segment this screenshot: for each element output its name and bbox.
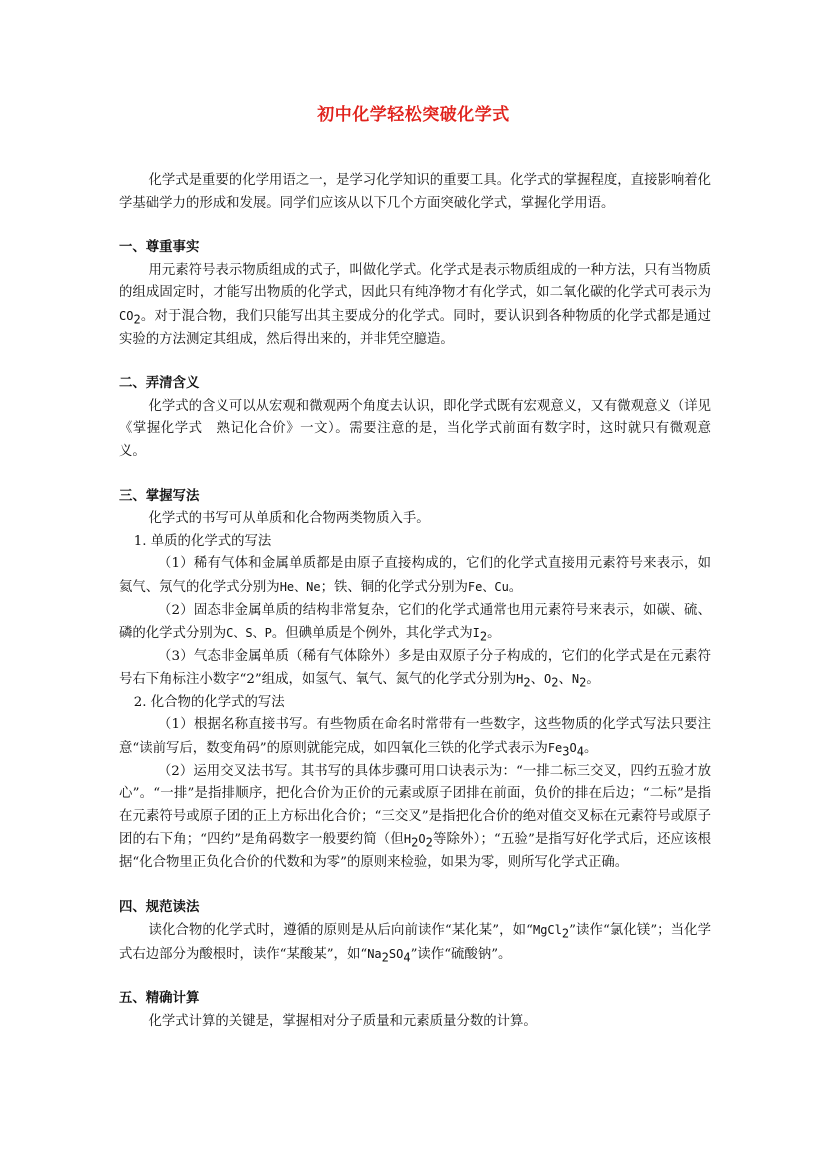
section-2-paragraph: 化学式的含义可以从宏观和微观两个角度去认识，即化学式既有宏观意义，又有微观意义（详见《掌握化学式 熟记化合价》一文）。需要注意的是，当化学式前面有数字时，这时就只有微观意义。 <box>119 398 711 459</box>
section-heading-5: 五、精确计算 <box>119 991 200 1007</box>
elemental-rule-3: （3）气态非金属单质（稀有气体除外）多是由双原子分子构成的，它们的化学式是在元素符号右下角标注小数字“2”组成，如氢气、氧气、氮气的化学式分别为$H_2$、$O_2$、$N_2$。 <box>119 648 711 690</box>
section-4-paragraph: 读化合物的化学式时，遵循的原则是从后向前读作“某化某”，如“MgCl$_2$”读作“氯化镁”；当化学式右边部分为酸根时，读作“某酸某”，如“$Na_2SO_4$”读作“硫酸钠”。 <box>119 923 711 965</box>
section-5-paragraph: 化学式计算的关键是，掌握相对分子质量和元素质量分数的计算。 <box>148 1014 537 1029</box>
elemental-rule-2: （2）固态非金属单质的结构非常复杂，它们的化学式通常也用元素符号来表示，如碳、硫、磷的化学式分别为C、S、P。但碘单质是个例外，其化学式为$I_2$。 <box>119 602 711 644</box>
section-heading-1: 一、尊重事实 <box>119 240 200 256</box>
subsection-2-title: 2. 化合物的化学式的写法 <box>133 694 285 710</box>
compound-rule-2: （2）运用交叉法书写。其书写的具体步骤可用口诀表示为：“一排二标三交叉，四约五验才放心”。“一排”是指排顺序，把化合价为正价的元素或原子团排在前面，负价的排在后边；“二标”是指在元素符号或原子团的正上方标出化合价；“三交叉”是指把化合价的绝对值交叉标在元素符号或原子团的右下角；“四约”是角码数字一般要约简（但$H_2O_2$等除外）；“五验”是指写好化学式后，还应该根据“化合物里正负化合价的代数和为零”的原则来检验，如果为零，则所写化学式正确。 <box>119 763 711 871</box>
section-3-intro: 化学式的书写可从单质和化合物两类物质入手。 <box>148 511 430 527</box>
section-heading-4: 四、规范读法 <box>119 899 200 915</box>
section-heading-3: 三、掌握写法 <box>119 488 200 504</box>
document-title: 初中化学轻松突破化学式 <box>317 105 510 125</box>
subsection-1-title: 1. 单质的化学式的写法 <box>133 533 272 549</box>
intro-paragraph: 化学式是重要的化学用语之一，是学习化学知识的重要工具。化学式的掌握程度，直接影响着化学基础学力的形成和发展。同学们应该从以下几个方面突破化学式，掌握化学用语。 <box>119 173 711 211</box>
section-heading-2: 二、弄清含义 <box>119 376 200 392</box>
document-body <box>119 170 711 1034</box>
compound-rule-1: （1）根据名称直接书写。有些物质在命名时常带有一些数字，这些物质的化学式写法只要注意“读前写后，数变角码”的原则就能完成，如四氧化三铁的化学式表示为$Fe_3O_4$。 <box>119 717 711 759</box>
elemental-rule-1: （1）稀有气体和金属单质都是由原子直接构成的，它们的化学式直接用元素符号来表示，如氦气、氖气的化学式分别为He、Ne；铁、铜的化学式分别为Fe、Cu。 <box>119 556 711 595</box>
section-1-paragraph: 用元素符号表示物质组成的式子，叫做化学式。化学式是表示物质组成的一种方法，只有当物质的组成固定时，才能写出物质的化学式，因此只有纯净物才有化学式，如二氧化碳的化学式可表示为$CO_2$。对于混合物，我们只能写出其主要成分的化学式。同时，要认识到各种物质的化学式都是通过实验的方法测定其组成，然后得出来的，并非凭空臆造。 <box>119 262 711 347</box>
